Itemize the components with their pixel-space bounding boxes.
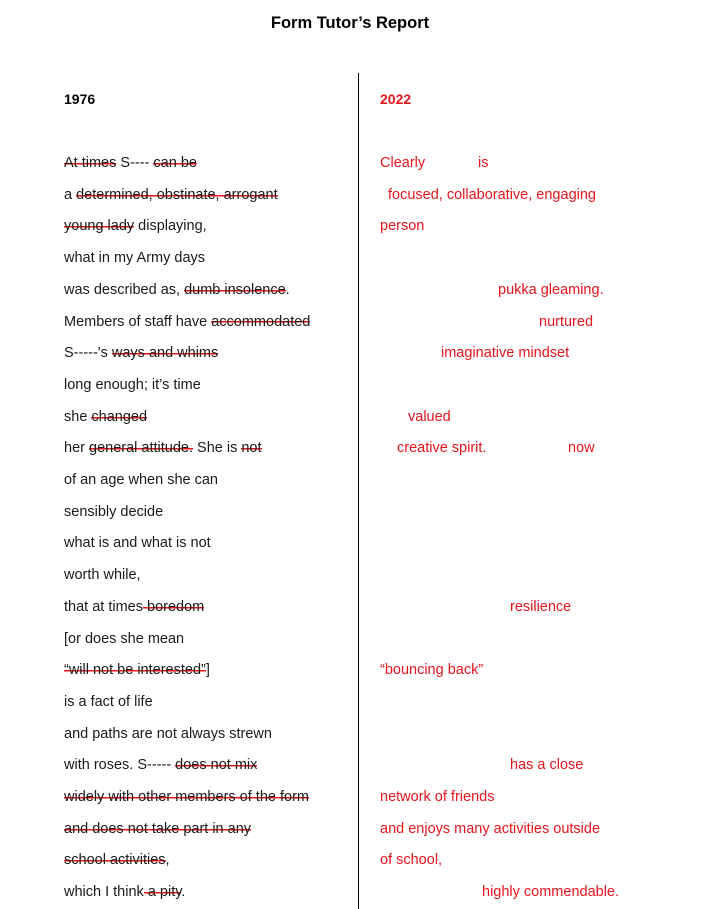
revision-text: network of friends: [380, 789, 495, 805]
line-text: Members of staff have: [64, 313, 212, 330]
line-text: sensibly decide: [64, 503, 164, 520]
line-text: that at times: [64, 598, 143, 615]
report-line: [64, 788, 309, 806]
revision-text: focused, collaborative, engaging: [388, 186, 596, 203]
line-text: of an age when she can: [64, 472, 218, 488]
report-line: [64, 851, 170, 869]
revision-text: resilience: [510, 598, 572, 615]
line-text: She is: [193, 440, 242, 457]
line-text: her: [64, 440, 89, 457]
report-line: [64, 503, 163, 521]
report-line: [64, 598, 204, 616]
struck-text: and does not take part in any: [64, 820, 252, 837]
struck-text: general attitude.: [89, 440, 193, 457]
line-text: ,: [165, 852, 170, 869]
revision-text: valued: [408, 408, 451, 425]
line-text: .: [285, 281, 290, 298]
line-text: what in my Army days: [64, 250, 206, 267]
report-line: [64, 820, 251, 838]
revision-text: “bouncing back”: [380, 662, 484, 679]
line-text: displaying,: [134, 218, 207, 235]
line-text: she: [64, 408, 92, 425]
struck-text: young lady: [64, 218, 135, 235]
struck-text: boredom: [142, 598, 205, 615]
report-line: [64, 281, 290, 299]
report-line: [64, 154, 197, 172]
line-text: long enough; it’s time: [64, 376, 201, 393]
column-divider: [358, 73, 359, 909]
revision-text: is: [478, 155, 489, 171]
report-line: [64, 534, 211, 552]
line-text: with roses. S-----: [64, 757, 176, 774]
struck-text: not: [241, 440, 262, 457]
revision-text: pukka gleaming.: [498, 281, 604, 298]
report-line: [64, 661, 210, 679]
revision-text: of school,: [380, 852, 443, 869]
report-line: [64, 344, 218, 362]
report-line: [64, 313, 310, 331]
revision-text: nurtured: [539, 313, 594, 330]
line-text: [or does she mean: [64, 630, 185, 647]
report-line: [64, 693, 153, 711]
revision-text: Clearly: [380, 155, 426, 171]
revision-text: and enjoys many activities outside: [380, 820, 601, 837]
line-text: S-----'s: [64, 345, 112, 362]
report-line: [64, 186, 278, 204]
year-1976-heading: 1976: [64, 91, 96, 107]
report-line: [64, 883, 185, 901]
revision-text: has a close: [510, 757, 584, 774]
report-line: [64, 756, 257, 774]
struck-text: “will not be interested”: [64, 662, 206, 679]
report-line: [64, 630, 184, 648]
struck-text: determined, obstinate, arrogant: [76, 186, 278, 203]
report-line: [64, 408, 147, 426]
line-text: and paths are not always strewn: [64, 725, 272, 742]
revision-text: person: [380, 218, 425, 235]
revision-text: imaginative mindset: [441, 345, 570, 362]
revision-text: creative spirit.: [397, 440, 487, 457]
year-2022-heading: 2022: [380, 91, 412, 107]
line-text: what is and what is not: [64, 535, 211, 552]
struck-text: a pity: [143, 884, 182, 901]
struck-text: accommodated: [211, 313, 311, 330]
struck-text: dumb insolence: [184, 281, 286, 298]
report-line: [64, 217, 207, 235]
revision-text: now: [568, 440, 595, 457]
struck-text: ways and whims: [111, 345, 219, 362]
struck-text: changed: [91, 408, 148, 425]
report-line: [64, 249, 205, 267]
report-line: [64, 566, 141, 584]
report-line: [64, 471, 218, 489]
struck-text: does not mix: [175, 757, 258, 774]
report-line: [64, 376, 201, 394]
struck-text: widely with other members of the form: [64, 789, 309, 805]
line-text: worth while,: [64, 567, 141, 584]
struck-text: school activities: [64, 852, 166, 869]
line-text: ]: [205, 662, 210, 679]
report-title: Form Tutor’s Report: [270, 14, 430, 32]
line-text: was described as,: [64, 281, 185, 298]
report-line: [64, 725, 272, 743]
revision-text: highly commendable.: [482, 884, 620, 901]
struck-text: At times: [64, 155, 117, 171]
line-text: a: [64, 186, 77, 203]
line-text: .: [181, 884, 186, 901]
line-text: which I think: [64, 884, 144, 901]
line-text: S----: [116, 155, 154, 171]
line-text: is a fact of life: [64, 693, 153, 710]
report-line: [64, 439, 262, 457]
struck-text: can be: [153, 155, 197, 171]
